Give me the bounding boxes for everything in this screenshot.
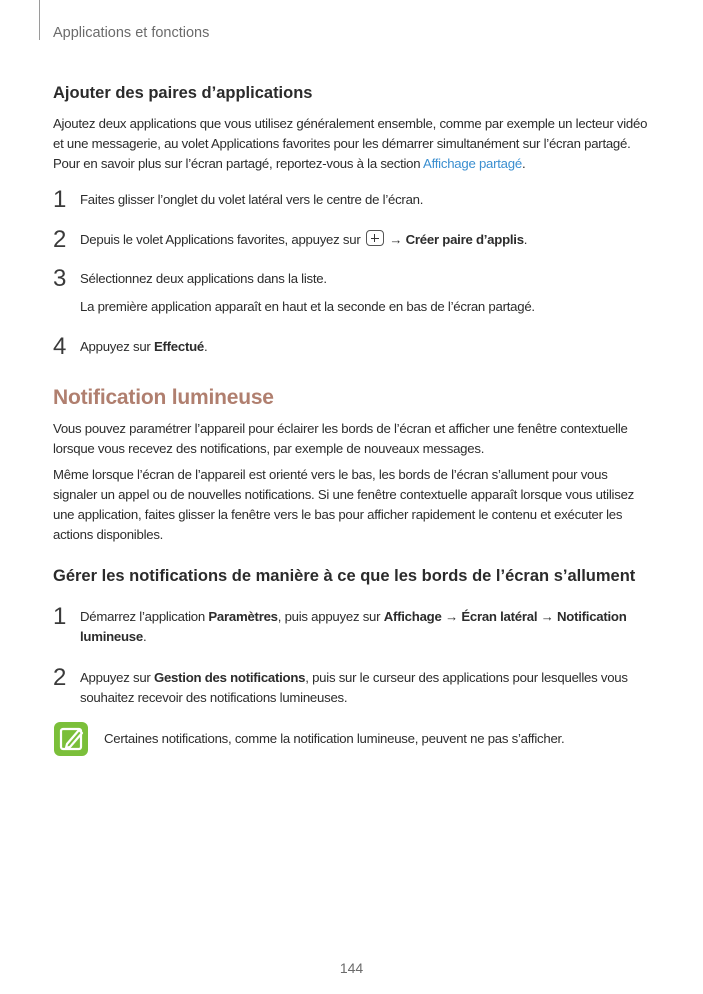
step-number: 1	[53, 603, 67, 630]
pair-intro-end: .	[521, 156, 526, 171]
step-number: 2	[53, 226, 67, 253]
section-title: Applications et fonctions	[53, 25, 210, 41]
settings-label: Paramètres	[208, 609, 278, 624]
step-text-part: , puis sur le curseur des applications pour lesquelles vous souhaitez recevoir des notifications lumineuses.	[80, 670, 628, 705]
manage-notifications-label: Gestion des notifications	[153, 670, 306, 685]
step-text-part: Démarrez l’application	[80, 609, 209, 624]
edge-lighting-label: Notification lumineuse	[80, 609, 627, 644]
step-text-part: Depuis le volet Applications favorites, appuyez sur	[80, 232, 364, 247]
step-text-part: Appuyez sur	[80, 339, 154, 354]
pair-intro-text: Ajoutez deux applications que vous utilisez généralement ensemble, comme par exemple un lecteur vidéo et une messagerie, au volet Applications favorites pour les démarrer simultanément sur l’écran partagé. Pour en savoir plus sur l’écran partagé, reportez-vous à la section	[53, 116, 648, 171]
step-text-part: .	[523, 232, 528, 247]
display-label: Affichage	[383, 609, 442, 624]
step-number: 2	[53, 664, 67, 691]
edge-lighting-para-1: Vous pouvez paramétrer l’appareil pour éclairer les bords de l’écran et afficher une fenêtre contextuelle lorsque vous recevez des notifications, par exemple de nouveaux messages.	[53, 421, 628, 456]
note-pencil-icon	[54, 722, 88, 756]
step-text-part: , puis appuyez sur	[277, 609, 384, 624]
page-number: 144	[339, 960, 364, 976]
pair-intro	[53, 114, 653, 174]
step-number: 4	[53, 333, 67, 360]
header-rule	[39, 0, 40, 40]
step-text: Sélectionnez deux applications dans la liste.	[80, 271, 327, 286]
pair-heading: Ajouter des paires d’applications	[53, 84, 313, 102]
split-view-link[interactable]: Affichage partagé	[423, 156, 522, 171]
step-text	[80, 230, 660, 250]
note-text: Certaines notifications, comme la notification lumineuse, peuvent ne pas s’afficher.	[104, 731, 565, 746]
step-text-part: Appuyez sur	[80, 670, 154, 685]
arrow: →	[385, 232, 406, 247]
step-text-part: .	[142, 629, 147, 644]
done-label: Effectué	[153, 339, 204, 354]
edge-lighting-para-2: Même lorsque l’écran de l’appareil est orienté vers le bas, les bords de l’écran s’allument pour vous signaler un appel ou de nouvelles notifications. Si une fenêtre contextuelle apparaît lorsque vous utilisez une application, faites glisser la fenêtre vers le bas pour afficher rapidement le contenu et exécuter les actions disponibles.	[53, 467, 634, 542]
step-text: Faites glisser l’onglet du volet latéral vers le centre de l’écran.	[80, 192, 424, 207]
step-subtext: La première application apparaît en haut et la seconde en bas de l’écran partagé.	[80, 299, 535, 314]
arrow: →	[441, 609, 462, 624]
edge-lighting-subheading: Gérer les notifications de manière à ce que les bords de l’écran s’allument	[53, 567, 636, 585]
edge-lighting-heading: Notification lumineuse	[53, 386, 274, 409]
step-text-part: .	[204, 339, 208, 354]
step-text	[80, 668, 660, 708]
step-text	[80, 337, 660, 357]
step-number: 1	[53, 186, 67, 213]
arrow: →	[537, 609, 557, 624]
step-number: 3	[53, 265, 67, 292]
plus-icon[interactable]	[366, 230, 384, 246]
step-text	[80, 607, 660, 647]
create-app-pair-label: Créer paire d’applis	[405, 232, 524, 247]
edge-screen-label: Écran latéral	[461, 609, 538, 624]
